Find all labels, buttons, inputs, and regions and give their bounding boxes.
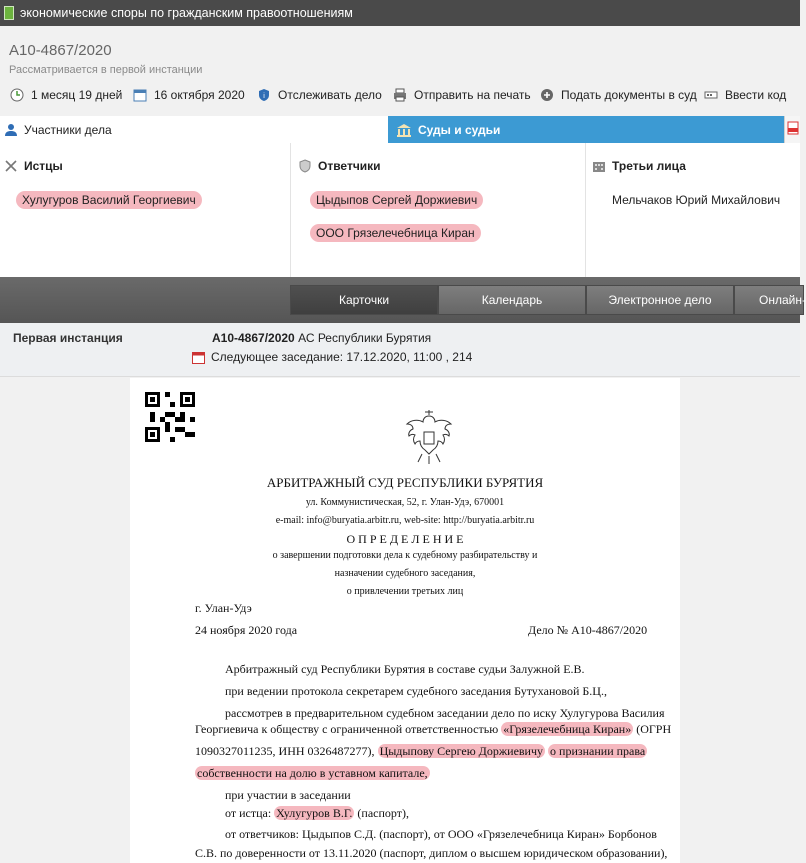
doc-text: от истца: (225, 806, 272, 820)
doc-highlight-defendant: Цыдыпову Сергею Доржиевичу (379, 744, 544, 758)
third-parties-heading (592, 159, 686, 173)
doc-para-5 (195, 744, 647, 759)
tab-electronic-case[interactable]: Электронное дело (586, 285, 734, 315)
tab-courts-label: Суды и судьи (418, 122, 501, 137)
svg-text:i: i (263, 93, 265, 100)
column-divider (585, 143, 586, 277)
case-header (0, 26, 800, 114)
plus-circle-icon (540, 88, 554, 102)
track-case-button[interactable] (257, 84, 382, 106)
case-status: Рассматривается в первой инстанции (9, 64, 203, 76)
calendar-icon (192, 351, 205, 364)
duration-text: 1 месяц 19 дней (31, 88, 123, 102)
tab-calendar[interactable]: Календарь (438, 285, 586, 315)
shield-outline-icon (298, 159, 312, 173)
keypad-icon (704, 88, 718, 102)
printer-icon (393, 88, 407, 102)
plaintiffs-title: Истцы (24, 159, 63, 173)
print-label: Отправить на печать (414, 88, 531, 102)
doc-para-4 (195, 722, 671, 737)
doc-text: (ОГРН (636, 722, 672, 736)
view-navbar (0, 277, 806, 323)
tab-participants[interactable] (0, 116, 388, 143)
pdf-icon (788, 122, 798, 137)
defendant-name-1[interactable]: Цыдыпов Сергей Доржиевич (310, 191, 483, 209)
shield-icon (257, 88, 271, 102)
swords-icon (4, 159, 18, 173)
doc-highlight-claim: о признании права (550, 744, 646, 758)
case-tabs (0, 116, 800, 143)
submit-documents-label: Подать документы в суд (561, 88, 697, 102)
tab-courts[interactable] (388, 116, 784, 143)
court-contacts: e-mail: info@buryatia.arbitr.ru, web-site: http://buryatia.arbitr.ru (275, 515, 535, 526)
plaintiff-name[interactable]: Хулугуров Василий Георгиевич (16, 191, 202, 209)
doc-para-9: от ответчиков: Цыдыпов С.Д. (паспорт), от ООО «Грязелечебница Киран» Борбонов (225, 827, 657, 841)
third-party-name[interactable]: Мельчаков Юрий Михайлович (612, 193, 781, 207)
document-page (130, 378, 680, 863)
column-divider (290, 143, 291, 277)
court-name: АРБИТРАЖНЫЙ СУД РЕСПУБЛИКИ БУРЯТИЯ (266, 475, 544, 490)
doc-highlight-plaintiff: Хулугуров В.Г. (276, 806, 353, 820)
doc-highlight-share: собственности на долю в уставном капитале, (197, 766, 428, 780)
instance-court: АС Республики Бурятия (298, 331, 432, 345)
category-title: экономические споры по гражданским правоотношениям (20, 6, 353, 20)
document-city: г. Улан-Удэ (195, 601, 252, 615)
doc-para-3: рассмотрев в предварительном судебном заседании дело по иску Хулугурова Василия (225, 706, 665, 720)
enter-code-label: Ввести код (725, 88, 787, 102)
enter-code-button[interactable] (704, 84, 786, 106)
doc-para-10: С.В. по доверенности от 13.11.2020 (паспорт, диплом о высшем юридическом образовании), (195, 846, 668, 860)
document-date: 24 ноября 2020 года (195, 623, 298, 637)
doc-para-1: Арбитражный суд Республики Бурятия в составе судьи Залужной Е.В. (225, 662, 585, 676)
instance-label: Первая инстанция (13, 331, 123, 345)
document-subject-3: о привлечении третьих лиц (346, 586, 464, 597)
qr-code-icon (145, 392, 195, 442)
date-text: 16 октября 2020 (154, 88, 245, 102)
calendar-icon (133, 88, 147, 102)
instance-case-number[interactable]: А10-4867/2020 (212, 331, 295, 345)
document-type: О П Р Е Д Е Л Е Н И Е (346, 532, 464, 546)
building-icon (592, 159, 606, 173)
tab-online[interactable]: Онлайн- (734, 285, 804, 315)
window-titlebar (0, 0, 800, 26)
category-icon (4, 6, 14, 20)
third-parties-title: Третьи лица (612, 159, 686, 173)
instance-row (0, 323, 800, 377)
plaintiffs-heading (4, 159, 63, 173)
case-number: А10-4867/2020 (9, 42, 112, 59)
instance-case (212, 331, 431, 345)
case-actions (0, 84, 800, 106)
track-case-label: Отслеживать дело (278, 88, 382, 102)
submit-documents-button[interactable] (540, 84, 697, 106)
defendants-title: Ответчики (318, 159, 381, 173)
doc-text: Георгиевича к обществу с ограниченной ответственностью (195, 722, 499, 736)
next-session-text: Следующее заседание: 17.12.2020, 11:00 , 214 (211, 350, 473, 364)
date-info (133, 84, 245, 106)
document-subject-2: назначении судебного заседания, (334, 568, 476, 579)
doc-highlight-company: «Грязелечебница Киран» (503, 722, 632, 736)
doc-text: (паспорт), (357, 806, 409, 820)
user-icon (4, 123, 18, 137)
coat-of-arms-icon (402, 410, 456, 468)
defendants-heading (298, 159, 381, 173)
tab-pdf[interactable] (784, 116, 800, 143)
next-session (192, 350, 472, 364)
tab-cards[interactable]: Карточки (290, 285, 438, 315)
doc-para-7: при участии в заседании (225, 788, 351, 802)
doc-para-8 (225, 806, 409, 821)
tab-participants-label: Участники дела (24, 122, 112, 137)
clock-icon (10, 88, 24, 102)
document-case-ref: Дело № А10-4867/2020 (528, 623, 648, 637)
court-address: ул. Коммунистическая, 52, г. Улан-Удэ, 670001 (305, 497, 505, 508)
courthouse-icon (396, 123, 412, 137)
participants-panel (0, 143, 800, 277)
doc-text: 1090327011235, ИНН 0326487277), (195, 744, 375, 758)
duration-info (10, 84, 122, 106)
print-button[interactable] (393, 84, 531, 106)
doc-para-6 (195, 766, 430, 781)
doc-para-2: при ведении протокола секретарем судебного заседания Бутухановой Б.Ц., (225, 684, 607, 698)
defendant-name-2[interactable]: ООО Грязелечебница Киран (310, 224, 481, 242)
document-subject-1: о завершении подготовки дела к судебному разбирательству и (272, 550, 538, 561)
